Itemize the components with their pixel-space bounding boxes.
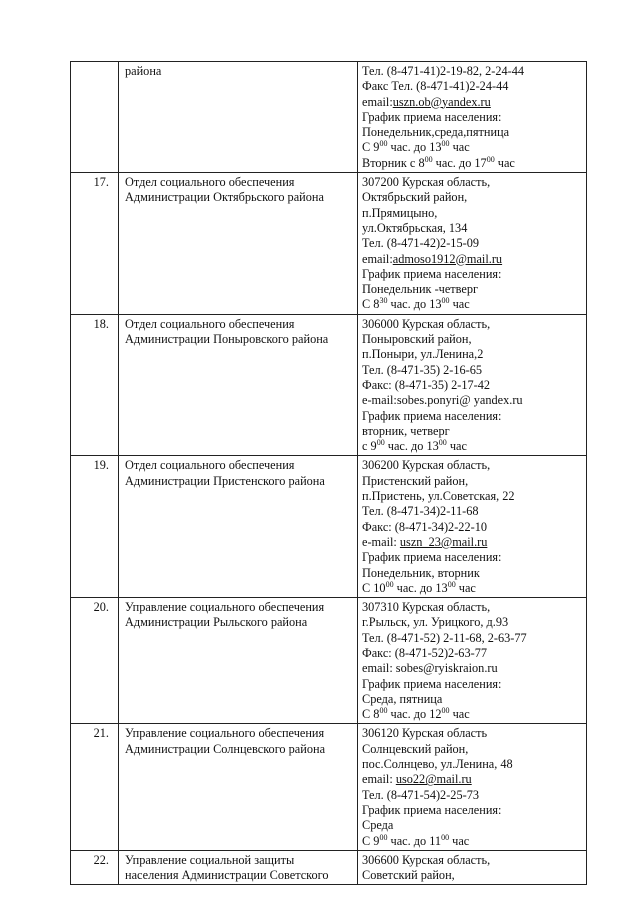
organization-name-line: Управление социального обеспечения [125, 600, 325, 615]
email-line [362, 535, 582, 550]
minutes-superscript: 00 [424, 154, 433, 164]
schedule-hours [362, 581, 582, 596]
row-number: 21. [71, 724, 119, 850]
schedule-hours [362, 707, 582, 722]
contact-line: п.Прямицыно, [362, 205, 438, 220]
organization-name-line: Отдел социального обеспечения [125, 175, 295, 190]
schedule-hours [362, 156, 582, 171]
contact-line: Октябрьский район, [362, 190, 468, 205]
contact-line: Понедельник, вторник [362, 565, 480, 580]
schedule-text: час. до 17 [432, 155, 487, 170]
minutes-superscript: 00 [441, 706, 450, 716]
schedule-text: час [494, 155, 515, 170]
organization-name [119, 173, 358, 315]
contact-line: График приема населения: [362, 408, 502, 423]
table-row [71, 62, 587, 173]
schedule-text: час. до 11 [387, 833, 442, 848]
table-row [71, 850, 587, 885]
table-row [71, 456, 587, 598]
contact-line: Понедельник,среда,пятница [362, 125, 510, 140]
contact-line: e-mail:sobes.ponyri@ yandex.ru [362, 393, 523, 408]
minutes-superscript: 00 [376, 438, 385, 448]
schedule-text: час [449, 707, 470, 722]
minutes-superscript: 00 [379, 832, 388, 842]
contact-line: График приема населения: [362, 109, 502, 124]
schedule-text: час [455, 580, 476, 595]
organization-name [119, 456, 358, 598]
minutes-superscript: 00 [379, 139, 388, 149]
row-number: 20. [71, 598, 119, 724]
contact-line: Понедельник -четверг [362, 282, 479, 297]
organization-name-line: Управление социального обеспечения [125, 726, 325, 741]
email-link[interactable]: uszn_23@mail.ru [399, 534, 488, 549]
schedule-text: час [449, 140, 470, 155]
schedule-text: С 10 [362, 580, 386, 595]
table-row [71, 173, 587, 315]
contact-line: График приема населения: [362, 550, 502, 565]
row-number: 17. [71, 173, 119, 315]
contact-line: График приема населения: [362, 266, 502, 281]
minutes-superscript: 00 [486, 154, 495, 164]
schedule-hours [362, 140, 582, 155]
schedule-hours [362, 297, 582, 312]
contact-line: пос.Солнцево, ул.Ленина, 48 [362, 757, 513, 772]
minutes-superscript: 00 [441, 296, 450, 306]
email-prefix: email: [362, 251, 393, 266]
minutes-superscript: 00 [441, 139, 450, 149]
contact-line: Тел. (8-471-52) 2-11-68, 2-63-77 [362, 630, 527, 645]
schedule-text: С 8 [362, 297, 380, 312]
organization-name [119, 850, 358, 885]
organization-name-line: Отдел социального обеспечения [125, 458, 295, 473]
contact-line: Среда, пятница [362, 691, 443, 706]
email-link[interactable]: uszn.ob@yandex.ru [392, 94, 491, 109]
schedule-text: час. до 13 [384, 439, 439, 454]
contact-line: Факс: (8-471-52)2-63-77 [362, 645, 487, 660]
contact-line: График приема населения: [362, 802, 502, 817]
contact-details [358, 456, 587, 598]
contact-line: Факс: (8-471-34)2-22-10 [362, 519, 487, 534]
contact-line: г.Рыльск, ул. Урицкого, д.93 [362, 615, 509, 630]
contact-line: 307200 Курская область, [362, 175, 491, 190]
email-line [362, 772, 582, 787]
schedule-text: час [449, 833, 470, 848]
email-link[interactable]: uso22@mail.ru [395, 772, 472, 787]
schedule-hours [362, 834, 582, 849]
contact-line: email: sobes@ryiskraion.ru [362, 661, 498, 676]
contact-line: Солнцевский район, [362, 741, 469, 756]
contact-line: Тел. (8-471-54)2-25-73 [362, 787, 479, 802]
contact-line: Тел. (8-471-41)2-19-82, 2-24-44 [362, 64, 525, 78]
contact-details [358, 724, 587, 850]
schedule-text: час. до 13 [393, 580, 448, 595]
row-number: 19. [71, 456, 119, 598]
contact-line: ул.Октябрьская, 134 [362, 220, 468, 235]
contact-line: Пристенский район, [362, 473, 469, 488]
contact-line: Факс: (8-471-35) 2-17-42 [362, 377, 491, 392]
contact-line: 306200 Курская область, [362, 458, 491, 473]
table-body [71, 62, 587, 885]
contact-line: Тел. (8-471-42)2-15-09 [362, 236, 479, 251]
minutes-superscript: 00 [385, 579, 394, 589]
contact-line: п.Пристень, ул.Советская, 22 [362, 489, 515, 504]
minutes-superscript: 30 [379, 296, 388, 306]
schedule-text: час [449, 297, 470, 312]
table-row [71, 598, 587, 724]
contact-line: 307310 Курская область, [362, 600, 491, 615]
organization-name-line: Администрации Солнцевского района [125, 741, 326, 756]
organization-name-line: района [125, 64, 162, 78]
contact-line: вторник, четверг [362, 423, 450, 438]
contact-line: Факс Тел. (8-471-41)2-24-44 [362, 79, 509, 94]
minutes-superscript: 00 [438, 438, 447, 448]
schedule-text: С 8 [362, 707, 380, 722]
contact-details [358, 173, 587, 315]
contact-line: Тел. (8-471-35) 2-16-65 [362, 362, 483, 377]
organization-name [119, 314, 358, 456]
email-link[interactable]: admoso1912@mail.ru [392, 251, 503, 266]
schedule-text: час. до 13 [387, 297, 442, 312]
organization-name-line: Управление социальной защиты [125, 852, 295, 867]
email-line [362, 95, 582, 110]
contact-details [358, 850, 587, 885]
contact-line: 306000 Курская область, [362, 316, 491, 331]
schedule-text: С 9 [362, 833, 380, 848]
email-prefix: email: [362, 94, 393, 109]
organization-name [119, 724, 358, 850]
row-number [71, 62, 119, 173]
email-line [362, 252, 582, 267]
minutes-superscript: 00 [441, 832, 450, 842]
contact-details [358, 314, 587, 456]
contact-line: 306600 Курская область, [362, 852, 491, 867]
contact-line: 306120 Курская область [362, 726, 488, 741]
email-prefix: e-mail: [362, 534, 400, 549]
organization-name [119, 62, 358, 173]
schedule-text: час. до 12 [387, 707, 442, 722]
email-prefix: email: [362, 772, 396, 787]
contact-line: Среда [362, 818, 394, 833]
organization-name-line: Администрации Пристенского района [125, 473, 325, 488]
organization-name-line: Отдел социального обеспечения [125, 316, 295, 331]
schedule-text: час. до 13 [387, 140, 442, 155]
organization-name-line: Администрации Рыльского района [125, 615, 308, 630]
row-number: 18. [71, 314, 119, 456]
minutes-superscript: 00 [379, 706, 388, 716]
table-row [71, 314, 587, 456]
contact-details [358, 598, 587, 724]
schedule-hours [362, 439, 582, 454]
contact-line: График приема населения: [362, 676, 502, 691]
contact-details [358, 62, 587, 173]
schedule-text: С 9 [362, 140, 380, 155]
minutes-superscript: 00 [447, 579, 456, 589]
organization-name [119, 598, 358, 724]
schedule-text: час [446, 439, 467, 454]
row-number: 22. [71, 850, 119, 885]
table-row [71, 724, 587, 850]
contact-line: Тел. (8-471-34)2-11-68 [362, 504, 479, 519]
schedule-text: Вторник с 8 [362, 155, 425, 170]
organization-name-line: Администрации Октябрьского района [125, 190, 324, 205]
schedule-text: с 9 [362, 439, 377, 454]
contact-line: п.Поныри, ул.Ленина,2 [362, 347, 484, 362]
organization-name-line: Администрации Поныровского района [125, 332, 329, 347]
contact-line: Советский район, [362, 868, 455, 883]
organization-name-line: населения Администрации Советского [125, 868, 329, 883]
contact-line: Поныровский район, [362, 332, 472, 347]
social-services-contacts-table [70, 61, 587, 885]
